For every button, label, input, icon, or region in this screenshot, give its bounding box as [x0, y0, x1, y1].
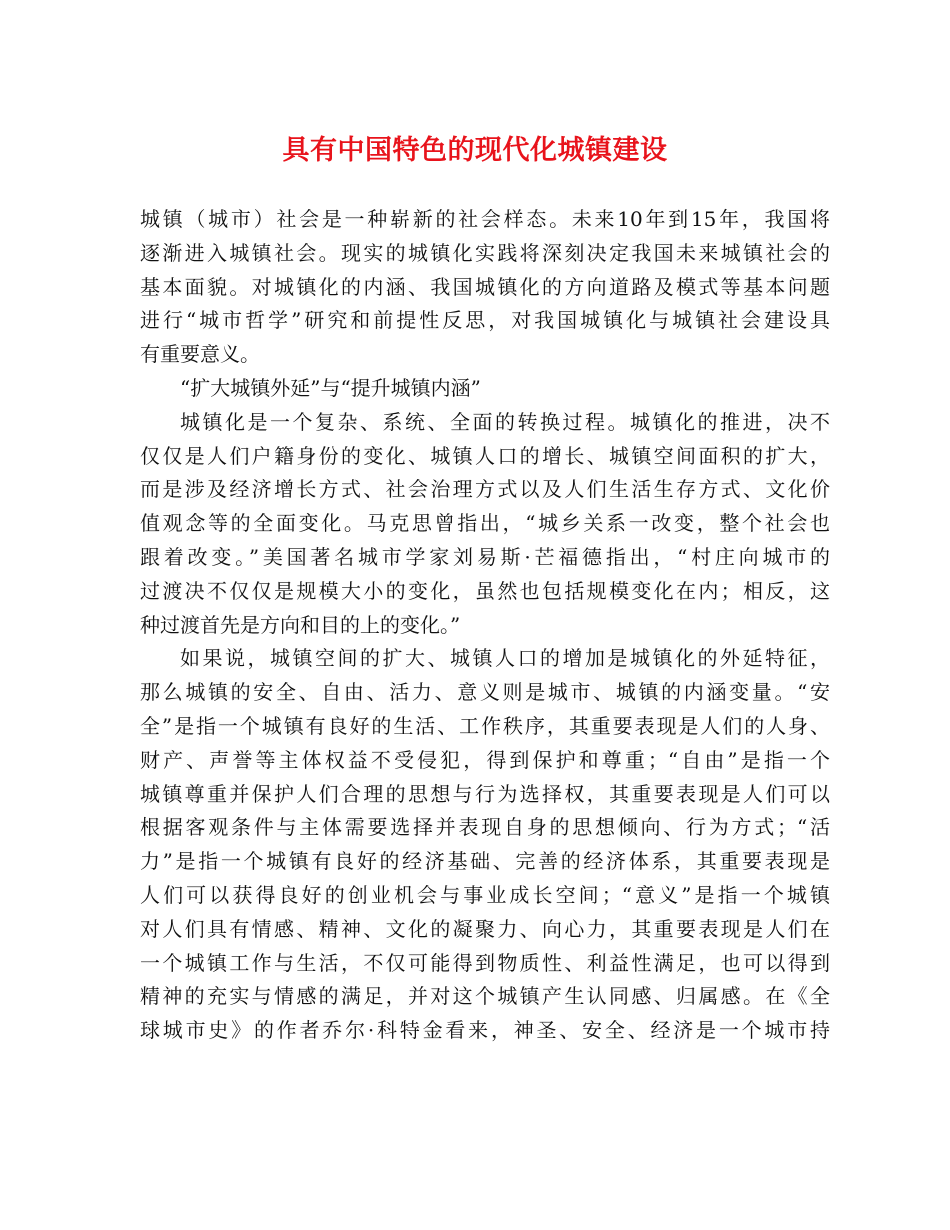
paragraph-line: 跟着改变。”美国著名城市学家刘易斯·芒福德指出，“村庄向城市的 [140, 544, 830, 569]
document-body [140, 203, 830, 1048]
paragraph-line: 一个城镇工作与生活，不仅可能得到物质性、利益性满足，也可以得到 [140, 950, 830, 975]
document-title: 具有中国特色的现代化城镇建设 [282, 135, 668, 166]
paragraph-line: 有重要意义。 [140, 342, 260, 367]
paragraph-line: 精神的充实与情感的满足，并对这个城镇产生认同感、归属感。在《全 [140, 984, 830, 1009]
paragraph-line: 城镇尊重并保护人们合理的思想与行为选择权，其重要表现是人们可以 [140, 781, 830, 806]
paragraph-line: 而是涉及经济增长方式、社会治理方式以及人们生活生存方式、文化价 [140, 477, 830, 502]
paragraph-line: 基本面貌。对城镇化的内涵、我国城镇化的方向道路及模式等基本问题 [140, 274, 830, 299]
paragraph-line: 种过渡首先是方向和目的上的变化。” [140, 612, 461, 637]
paragraph-line: 那么城镇的安全、自由、活力、意义则是城市、城镇的内涵变量。“安 [140, 680, 830, 705]
paragraph-line: 逐渐进入城镇社会。现实的城镇化实践将深刻决定我国未来城镇社会的 [140, 240, 830, 265]
paragraph-line: 球城市史》的作者乔尔·科特金看来，神圣、安全、经济是一个城市持 [140, 1018, 830, 1043]
paragraph-line: 力”是指一个城镇有良好的经济基础、完善的经济体系，其重要表现是 [140, 849, 830, 874]
paragraph-line: 全”是指一个城镇有良好的生活、工作秩序，其重要表现是人们的人身、 [140, 713, 830, 738]
paragraph-line: 仅仅是人们户籍身份的变化、城镇人口的增长、城镇空间面积的扩大， [140, 443, 830, 468]
paragraph-line: 城镇化是一个复杂、系统、全面的转换过程。城镇化的推进，决不 [180, 409, 830, 434]
paragraph-line: 进行“城市哲学”研究和前提性反思，对我国城镇化与城镇社会建设具 [140, 308, 830, 333]
paragraph-line: 值观念等的全面变化。马克思曾指出，“城乡关系一改变，整个社会也 [140, 511, 830, 536]
paragraph-line: 对人们具有情感、精神、文化的凝聚力、向心力，其重要表现是人们在 [140, 916, 830, 941]
paragraph-line: 如果说，城镇空间的扩大、城镇人口的增加是城镇化的外延特征， [180, 646, 830, 671]
paragraph-line: 根据客观条件与主体需要选择并表现自身的思想倾向、行为方式；“活 [140, 815, 830, 840]
section-heading: “扩大城镇外延”与“提升城镇内涵” [180, 375, 481, 400]
paragraph-line: 过渡决不仅仅是规模大小的变化，虽然也包括规模变化在内；相反，这 [140, 578, 830, 603]
paragraph-line: 城镇（城市）社会是一种崭新的社会样态。未来10年到15年，我国将 [140, 207, 830, 231]
paragraph-line: 财产、声誉等主体权益不受侵犯，得到保护和尊重；“自由”是指一个 [140, 747, 830, 772]
paragraph-line: 人们可以获得良好的创业机会与事业成长空间；“意义”是指一个城镇 [140, 882, 830, 907]
